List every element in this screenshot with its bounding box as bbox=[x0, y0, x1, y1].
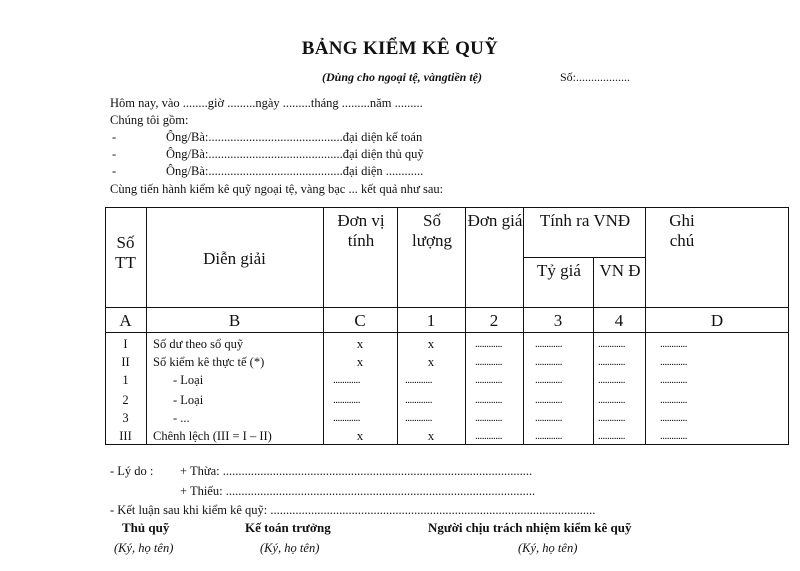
row-vnd: ............ bbox=[598, 430, 625, 442]
row-vnd: ............ bbox=[598, 412, 625, 424]
signature-cashier: Thủ quỹ bbox=[122, 520, 170, 535]
code-row-divider bbox=[105, 332, 789, 333]
row-rate: ............ bbox=[535, 356, 562, 368]
row-price: ............ bbox=[475, 338, 502, 350]
members-label: Chúng tôi gồm: bbox=[110, 113, 189, 127]
row-unit: ............ bbox=[333, 412, 360, 424]
row-price: ............ bbox=[475, 412, 502, 424]
header-price: Đơn giá bbox=[467, 211, 523, 230]
row-desc: Số kiểm kê thực tế (*) bbox=[153, 355, 265, 369]
date-line: Hôm nay, vào ........giờ .........ngày .........tháng .........năm ......... bbox=[110, 96, 423, 110]
row-qty: x bbox=[427, 354, 435, 369]
col-divider bbox=[593, 257, 594, 445]
row-vnd: ............ bbox=[598, 374, 625, 386]
member-line-cashier: Ông/Bà:...........................................đại diện thủ quỹ bbox=[166, 147, 424, 161]
header-note: Ghi chú bbox=[669, 211, 695, 250]
code-2: 2 bbox=[489, 311, 499, 330]
code-d: D bbox=[710, 311, 724, 330]
row-note: ............ bbox=[660, 430, 687, 442]
row-unit: x bbox=[356, 428, 364, 443]
header-desc: Diễn giải bbox=[203, 249, 266, 268]
row-qty: ............ bbox=[405, 394, 432, 406]
row-note: ............ bbox=[660, 412, 687, 424]
row-price: ............ bbox=[475, 374, 502, 386]
row-qty: x bbox=[427, 428, 435, 443]
row-stt: 2 bbox=[122, 393, 129, 407]
row-stt: III bbox=[119, 429, 132, 443]
row-rate: ............ bbox=[535, 412, 562, 424]
header-rate: Tỷ giá bbox=[537, 261, 581, 280]
member-line-accountant: Ông/Bà:...........................................đại diện kế toán bbox=[166, 130, 423, 144]
member-bullet: - bbox=[112, 147, 117, 161]
document-title: BẢNG KIỂM KÊ QUỸ bbox=[301, 38, 499, 59]
header-qty: Số lượng bbox=[412, 211, 452, 250]
header-stt: Số TT bbox=[115, 233, 136, 272]
document-subtitle: (Dùng cho ngoại tệ, vàngtiền tệ) bbox=[322, 70, 483, 84]
row-price: ............ bbox=[475, 394, 502, 406]
row-rate: ............ bbox=[535, 374, 562, 386]
code-b: B bbox=[228, 311, 241, 330]
row-desc: Chênh lệch (III = I – II) bbox=[153, 429, 272, 443]
row-unit: ............ bbox=[333, 374, 360, 386]
row-stt: 1 bbox=[122, 373, 129, 387]
row-rate: ............ bbox=[535, 394, 562, 406]
row-vnd: ............ bbox=[598, 356, 625, 368]
inventory-table bbox=[105, 207, 789, 445]
statement-line: Cùng tiến hành kiểm kê quỹ ngoại tệ, vàng bạc ... kết quả như sau: bbox=[110, 182, 444, 196]
row-note: ............ bbox=[660, 338, 687, 350]
code-a: A bbox=[119, 311, 132, 330]
row-rate: ............ bbox=[535, 338, 562, 350]
row-stt: II bbox=[121, 355, 130, 369]
row-vnd: ............ bbox=[598, 338, 625, 350]
row-price: ............ bbox=[475, 356, 502, 368]
header-divider bbox=[105, 307, 789, 308]
row-qty: x bbox=[427, 336, 435, 351]
conclusion-line: - Kết luận sau khi kiểm kê quỹ: ........................................................................................................ bbox=[110, 503, 596, 517]
row-desc: - Loại bbox=[173, 393, 204, 407]
row-note: ............ bbox=[660, 374, 687, 386]
row-qty: ............ bbox=[405, 412, 432, 424]
row-rate: ............ bbox=[535, 430, 562, 442]
vnd-group-divider bbox=[523, 257, 645, 258]
header-vnd: VN Đ bbox=[599, 261, 641, 280]
row-price: ............ bbox=[475, 430, 502, 442]
signature-note: (Ký, họ tên) bbox=[518, 541, 578, 555]
reason-label: - Lý do : bbox=[110, 464, 154, 478]
header-unit: Đơn vị tính bbox=[337, 211, 385, 250]
row-unit: ............ bbox=[333, 394, 360, 406]
code-4: 4 bbox=[614, 311, 624, 330]
header-vnd-group: Tính ra VNĐ bbox=[539, 211, 631, 230]
signature-note: (Ký, họ tên) bbox=[260, 541, 320, 555]
row-unit: x bbox=[356, 336, 364, 351]
member-bullet: - bbox=[112, 164, 117, 178]
signature-chief-accountant: Kế toán trưởng bbox=[245, 520, 331, 535]
member-bullet: - bbox=[112, 130, 117, 144]
row-unit: x bbox=[356, 354, 364, 369]
row-qty: ............ bbox=[405, 374, 432, 386]
code-c: C bbox=[354, 311, 366, 330]
reason-shortage: + Thiếu: ................................................................................................... bbox=[180, 484, 536, 498]
code-1: 1 bbox=[426, 311, 436, 330]
row-vnd: ............ bbox=[598, 394, 625, 406]
row-desc: - Loại bbox=[173, 373, 204, 387]
document-number: Số:.................. bbox=[560, 70, 631, 84]
signature-responsible-person: Người chịu trách nhiệm kiểm kê quỹ bbox=[428, 520, 632, 535]
member-line-representative: Ông/Bà:...........................................đại diện ............ bbox=[166, 164, 424, 178]
reason-surplus: + Thừa: ................................................................................................... bbox=[180, 464, 533, 478]
row-desc: - ... bbox=[173, 411, 190, 425]
row-stt: 3 bbox=[122, 411, 129, 425]
signature-note: (Ký, họ tên) bbox=[114, 541, 174, 555]
code-3: 3 bbox=[553, 311, 563, 330]
row-note: ............ bbox=[660, 356, 687, 368]
row-stt: I bbox=[123, 337, 128, 351]
row-desc: Số dư theo sổ quỹ bbox=[153, 337, 244, 351]
row-note: ............ bbox=[660, 394, 687, 406]
